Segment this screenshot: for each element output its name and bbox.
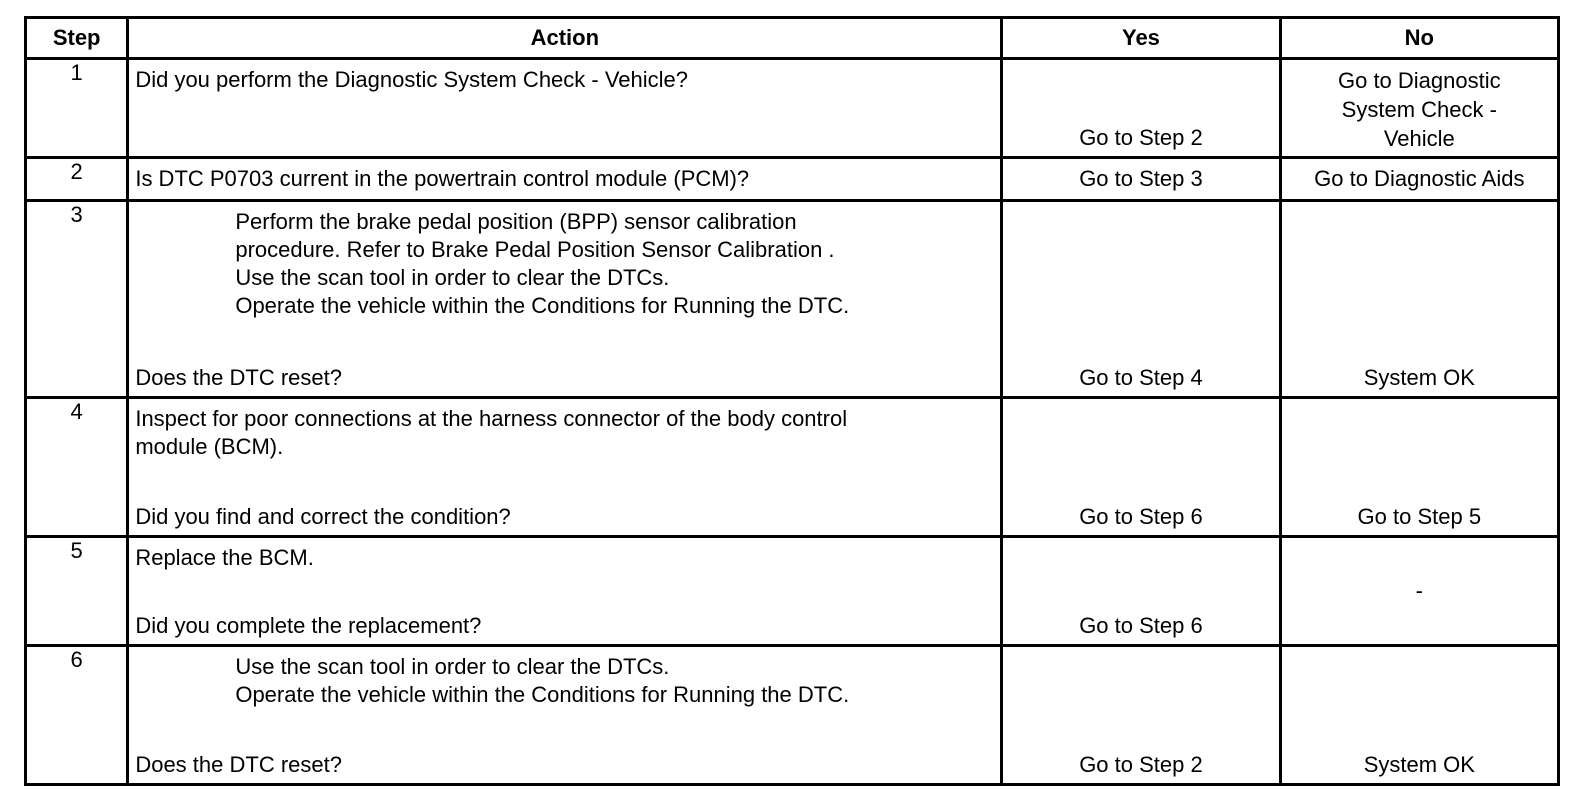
action-cell xyxy=(128,158,1002,201)
action-text-line: module (BCM). xyxy=(135,434,284,459)
no-text: System OK xyxy=(1363,365,1475,390)
yes-cell xyxy=(1002,158,1280,201)
no-text: Go to Diagnostic Aids xyxy=(1314,166,1525,191)
table-row xyxy=(26,158,1559,201)
header-no: No xyxy=(1280,18,1558,59)
table-row xyxy=(26,398,1559,537)
no-text: Go to Step 5 xyxy=(1357,504,1482,529)
yes-text: Go to Step 3 xyxy=(1079,166,1203,191)
action-text-line: Inspect for poor connections at the harness connector of the body control xyxy=(135,406,848,431)
action-question: Does the DTC reset? xyxy=(135,752,342,777)
no-text-line: System Check - xyxy=(1341,97,1497,122)
action-text-line: Use the scan tool in order to clear the DTCs. xyxy=(235,654,670,679)
action-cell xyxy=(128,59,1002,158)
header-step: Step xyxy=(26,18,128,59)
diagnostic-table xyxy=(24,16,1560,786)
yes-text: Go to Step 2 xyxy=(1079,752,1203,777)
action-text-line: Use the scan tool in order to clear the DTCs. xyxy=(235,265,670,290)
action-text-line: procedure. Refer to Brake Pedal Position Sensor Calibration . xyxy=(235,237,835,262)
step-number: 6 xyxy=(26,646,128,785)
action-question: Does the DTC reset? xyxy=(135,365,342,390)
header-yes: Yes xyxy=(1002,18,1280,59)
yes-cell xyxy=(1002,398,1280,537)
step-number: 1 xyxy=(26,59,128,158)
yes-cell xyxy=(1002,201,1280,398)
no-cell xyxy=(1280,201,1558,398)
action-text: Did you perform the Diagnostic System Check - Vehicle? xyxy=(135,67,689,92)
action-text-line: Operate the vehicle within the Conditions for Running the DTC. xyxy=(235,293,850,318)
action-text-line: Perform the brake pedal position (BPP) sensor calibration xyxy=(235,209,797,234)
no-text-line: Vehicle xyxy=(1383,126,1455,151)
no-text: System OK xyxy=(1363,752,1475,777)
header-action: Action xyxy=(128,18,1002,59)
no-cell xyxy=(1280,158,1558,201)
no-text: - xyxy=(1415,578,1423,603)
table-row xyxy=(26,537,1559,646)
yes-cell xyxy=(1002,59,1280,158)
yes-cell xyxy=(1002,646,1280,785)
yes-text: Go to Step 2 xyxy=(1079,125,1203,150)
action-text: Replace the BCM. xyxy=(135,545,314,570)
action-cell xyxy=(128,398,1002,537)
no-cell xyxy=(1280,59,1558,158)
action-question: Did you complete the replacement? xyxy=(135,613,482,638)
yes-cell xyxy=(1002,537,1280,646)
action-cell xyxy=(128,201,1002,398)
action-text: Is DTC P0703 current in the powertrain control module (PCM)? xyxy=(135,166,750,191)
step-number: 5 xyxy=(26,537,128,646)
action-text-line: Operate the vehicle within the Conditions for Running the DTC. xyxy=(235,682,850,707)
action-cell xyxy=(128,646,1002,785)
no-cell xyxy=(1280,537,1558,646)
table-row xyxy=(26,201,1559,398)
header-row xyxy=(26,18,1559,59)
action-cell xyxy=(128,537,1002,646)
step-number: 4 xyxy=(26,398,128,537)
no-cell xyxy=(1280,398,1558,537)
step-number: 3 xyxy=(26,201,128,398)
no-cell xyxy=(1280,646,1558,785)
table-row xyxy=(26,646,1559,785)
table-row xyxy=(26,59,1559,158)
step-number: 2 xyxy=(26,158,128,201)
yes-text: Go to Step 4 xyxy=(1079,365,1203,390)
yes-text: Go to Step 6 xyxy=(1079,504,1203,529)
action-question: Did you find and correct the condition? xyxy=(135,504,511,529)
yes-text: Go to Step 6 xyxy=(1079,613,1203,638)
no-text-line: Go to Diagnostic xyxy=(1337,68,1501,93)
